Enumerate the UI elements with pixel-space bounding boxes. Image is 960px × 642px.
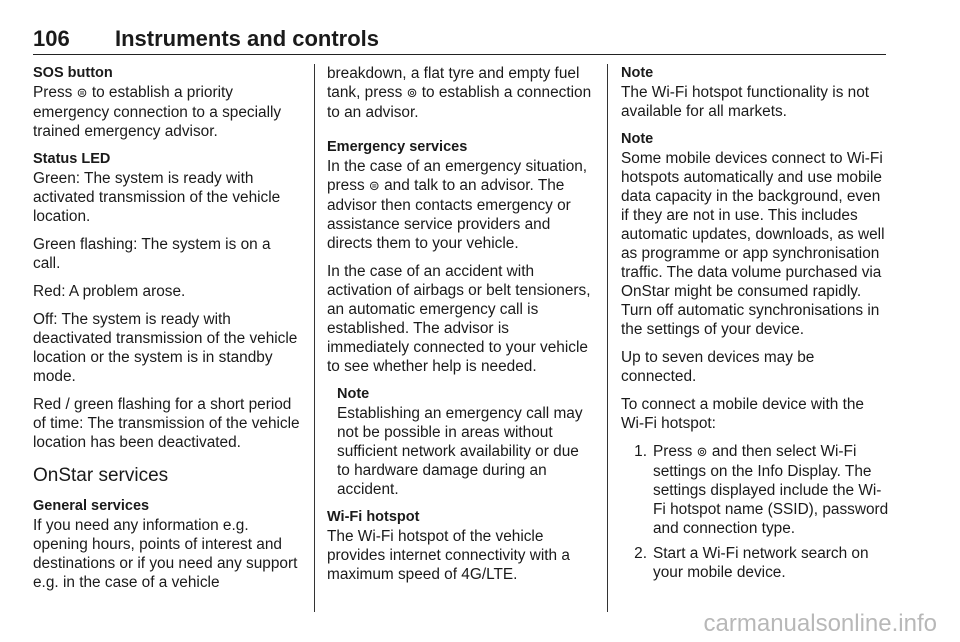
step-text-start: Press — [653, 443, 693, 460]
watermark: carmanualsonline.info — [703, 610, 937, 637]
step-text — [653, 442, 889, 538]
onstar-icon: ⊚ — [696, 445, 708, 460]
note-label: Note — [621, 65, 654, 81]
note-text: Establishing an emergency call may not be possible in areas without sufficient network availability or due to hardware damage during an accident. — [337, 405, 583, 498]
wifi-hotspot-text: The Wi-Fi hotspot of the vehicle provides internet connectivity with a maximum speed of 4G/LTE. — [327, 528, 570, 583]
page-title: Instruments and controls — [115, 26, 380, 51]
step-text-end: and then select Wi-Fi settings on the Info Display. The settings displayed include the Wi-Fi hotspot name (SSID), password and connection type. — [653, 443, 889, 537]
middle-column — [327, 64, 595, 584]
emergency-text-start: In the case of an emergency situation, press — [327, 158, 588, 194]
continuation-text-start: breakdown, a flat tyre and empty fuel tank, press — [327, 65, 580, 101]
step-number: 2. — [634, 545, 647, 562]
step-text: Start a Wi-Fi network search on your mobile device. — [653, 545, 869, 581]
sos-paragraph — [33, 83, 301, 141]
note-label: Note — [337, 386, 370, 402]
sos-text-end: to establish a priority emergency connection to a specially trained emergency advisor. — [33, 84, 282, 140]
devices-text: Up to seven devices may be connected. — [621, 349, 815, 385]
status-led-heading: Status LED — [33, 151, 111, 167]
step-number: 1. — [634, 443, 647, 460]
wifi-hotspot-heading: Wi-Fi hotspot — [327, 509, 420, 525]
list-item — [621, 544, 889, 582]
list-item — [621, 442, 889, 538]
led-green-flashing-text: Green flashing: The system is on a call. — [33, 236, 271, 272]
column-divider — [314, 64, 315, 612]
led-off-text: Off: The system is ready with deactivated transmission of the vehicle location or the system is in standby mode. — [33, 311, 298, 385]
led-red-green-text: Red / green flashing for a short period of time: The transmission of the vehicle location has been deactivated. — [33, 396, 300, 451]
note-block — [327, 385, 595, 499]
sos-text-start: Press — [33, 84, 73, 101]
accident-paragraph: In the case of an accident with activation of airbags or belt tensioners, an automatic emergency call is established. The advisor is immediately connected to your vehicle to see whether help is needed. — [327, 263, 591, 375]
onstar-icon: ⊚ — [406, 86, 418, 101]
page-header — [33, 20, 886, 55]
onstar-services-heading: OnStar services — [33, 465, 169, 486]
column-divider — [607, 64, 608, 612]
emergency-services-heading: Emergency services — [327, 139, 468, 155]
note-text: Some mobile devices connect to Wi-Fi hotspots automatically and use mobile data capacity in the background, even if they are not in use. This includes automatic updates, downloads, as well as programme or app synchronisation traffic. The data volume purchased via OnStar might be consumed rapidly. Turn off automatic synchronisations in the settings of your device. — [621, 150, 885, 338]
sos-icon: ⊜ — [368, 179, 380, 194]
emergency-paragraph — [327, 157, 595, 253]
page-number: 106 — [33, 26, 70, 51]
general-services-text: If you need any information e.g. opening hours, points of interest and destinations or if you need any support e.g. in the case of a vehicle — [33, 517, 298, 591]
steps-list — [621, 442, 889, 582]
connect-text: To connect a mobile device with the Wi-Fi hotspot: — [621, 396, 864, 432]
left-column — [33, 64, 301, 592]
sos-heading: SOS button — [33, 65, 113, 81]
note-label: Note — [621, 131, 654, 147]
continuation-text-end: to establish a connection to an advisor. — [327, 84, 592, 121]
emergency-text-end: and talk to an advisor. The advisor then contacts emergency or assistance service providers and directs them to your vehicle. — [327, 177, 571, 252]
sos-icon: ⊜ — [76, 86, 88, 101]
general-services-heading: General services — [33, 498, 150, 514]
note-text: The Wi-Fi hotspot functionality is not available for all markets. — [621, 84, 870, 120]
continuation-paragraph — [327, 64, 595, 122]
right-column — [621, 64, 889, 582]
led-red-text: Red: A problem arose. — [33, 283, 186, 300]
led-green-text: Green: The system is ready with activated transmission of the vehicle location. — [33, 170, 281, 225]
